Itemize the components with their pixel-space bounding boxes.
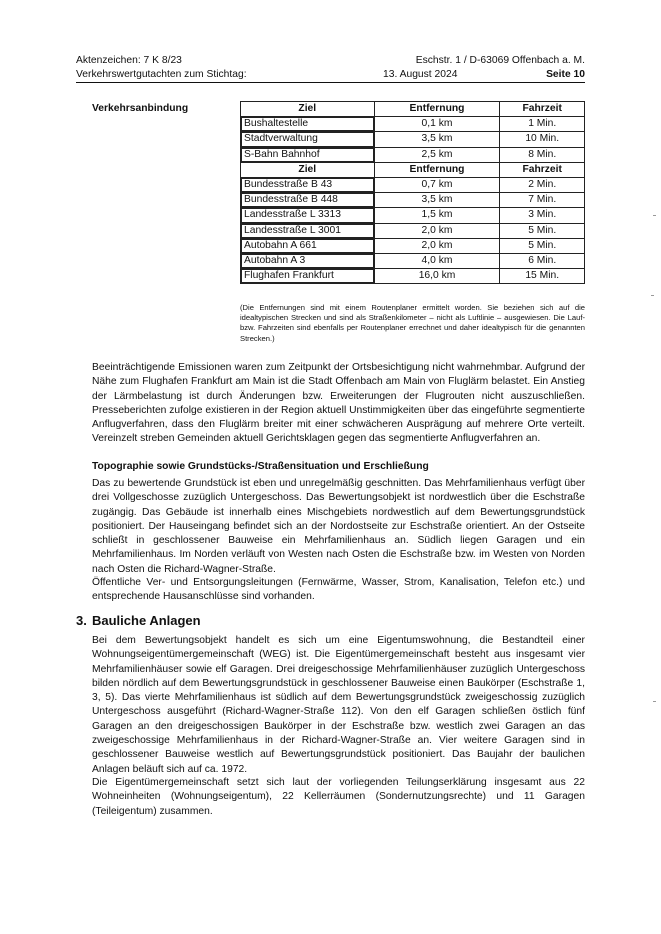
table-row	[241, 147, 585, 162]
col-header-ziel: Ziel	[241, 162, 375, 177]
header-date: 13. August 2024	[383, 69, 458, 80]
cell-fahrzeit: 8 Min.	[500, 147, 585, 162]
table-footnote: (Die Entfernungen sind mit einem Routenplaner ermittelt worden. Sie beziehen sich auf die idealtypischen Strecken und sind als Straßenkilometer – nicht als Luftlinie – ausgewiesen. Die Lauf- bzw. Fahrzeiten sind ebenfalls per Routenplaner errechnet und daher idealtypisch für die genannten Strecken.)	[240, 303, 585, 343]
cell-entfernung: 16,0 km	[374, 269, 500, 284]
cell-ziel: Autobahn A 3	[241, 253, 375, 268]
document-subject: Verkehrswertgutachten zum Stichtag:	[76, 69, 247, 80]
paragraph-topographie: Das zu bewertende Grundstück ist eben und unregelmäßig geschnitten. Das Mehrfamilienhaus verfügt über drei Vollgeschosse zuzüglich Untergeschoss. Das Bewertungsobjekt ist nordwestlich über die Eschstraße zugängig. Das Gebäude ist innerhalb eines Mischgebiets nordwestlich auf dem Bewertungsgrundstück positioniert. Der Hauseingang befindet sich an der Nordostseite zur Eschstraße orientiert. An der Ostseite schließt in geschlossener Bauweise ein Mehrfamilienhaus an. Südlich liegen Garagen und ein Mehrfamilienhaus. Im Norden verläuft von Westen nach Osten die Eschstraße bzw. im Westen von Norden nach Osten die Richard-Wagner-Straße.	[92, 478, 585, 575]
cell-fahrzeit: 6 Min.	[500, 253, 585, 268]
table-row	[241, 253, 585, 268]
col-header-entfernung: Entfernung	[374, 162, 500, 177]
cell-fahrzeit: 2 Min.	[500, 177, 585, 192]
cell-ziel: Bundesstraße B 448	[241, 193, 375, 208]
cell-fahrzeit: 15 Min.	[500, 269, 585, 284]
table-row	[241, 208, 585, 223]
paragraph-utilities: Öffentliche Ver- und Entsorgungsleitungen (Fernwärme, Wasser, Strom, Kanalisation, Telefon etc.) und entsprechende Hausanschlüsse sind vorhanden.	[92, 577, 585, 603]
paragraph-shares: Die Eigentümergemeinschaft setzt sich laut der vorliegenden Teilungserklärung insgesamt aus 22 Wohneinheiten (Wohnungseigentum), 22 Kellerräumen (Sondernutzungsrechte) und 11 Garagen (Teileigentum) zusammen.	[92, 777, 585, 817]
table-row	[241, 238, 585, 253]
cell-ziel: Stadtverwaltung	[241, 132, 375, 147]
col-header-ziel: Ziel	[241, 102, 375, 117]
cell-fahrzeit: 10 Min.	[500, 132, 585, 147]
table-header-row	[241, 102, 585, 117]
section-number: 3.	[76, 613, 87, 628]
subheading-topographie: Topographie sowie Grundstücks-/Straßensituation und Erschließung	[92, 461, 429, 472]
cell-entfernung: 4,0 km	[374, 253, 500, 268]
table-row	[241, 132, 585, 147]
cell-ziel: Autobahn A 661	[241, 238, 375, 253]
page-number: Seite 10	[546, 69, 585, 80]
scan-mark	[653, 215, 656, 216]
connection-table	[240, 101, 585, 284]
header-date-page-row	[383, 68, 585, 82]
cell-ziel: Landesstraße L 3313	[241, 208, 375, 223]
paragraph-building: Bei dem Bewertungsobjekt handelt es sich um eine Eigentumswohnung, die Bestandteil einer Wohnungseigentümergemeinschaft (WEG) ist. Die Eigentümergemeinschaft besteht aus insgesamt vier Mehrfamilienhäuser sowie elf Garagen. Drei dreigeschossige Mehrfamilienhäuser zuzüglich Untergeschoss bilden nördlich auf dem Bewertungsgrundstück in geschlossener Bauweise einen Baukörper (Eschstraße 1, 3, 5). Das vierte Mehrfamilienhaus ist südlich auf dem Bewertungsgrundstück zweigeschossig zuzüglich Untergeschoss ausgeführt (Richard-Wagner-Straße 112). Von den elf Garagen schließen östlich fünf Garagen an den dreigeschossigen Baukörper in der Eschstraße bzw. westlich zwei Garagen an das zweigeschossige Mehrfamilienhaus in der Richard-Wagner-Straße an. Vier weitere Garagen sind in geschlossener Bauweise westlich auf Bewertungsgrundstück positioniert. Das Baujahr der baulichen Anlagen beläuft sich auf ca. 1972.	[92, 635, 585, 775]
cell-ziel: Bundesstraße B 43	[241, 177, 375, 192]
header-left	[76, 54, 247, 82]
header-right	[383, 54, 585, 82]
cell-entfernung: 0,7 km	[374, 177, 500, 192]
table-row	[241, 223, 585, 238]
cell-entfernung: 3,5 km	[374, 132, 500, 147]
col-header-fahrzeit: Fahrzeit	[500, 162, 585, 177]
table-row	[241, 269, 585, 284]
cell-fahrzeit: 7 Min.	[500, 193, 585, 208]
cell-fahrzeit: 3 Min.	[500, 208, 585, 223]
section-label-verkehrsanbindung: Verkehrsanbindung	[92, 103, 189, 114]
table-subheader-row	[241, 162, 585, 177]
scan-mark	[651, 295, 654, 296]
section-title: Bauliche Anlagen	[92, 613, 201, 628]
table-row	[241, 193, 585, 208]
header-address: Eschstr. 1 / D-63069 Offenbach a. M.	[415, 55, 585, 66]
cell-entfernung: 1,5 km	[374, 208, 500, 223]
col-header-fahrzeit: Fahrzeit	[500, 102, 585, 117]
cell-entfernung: 3,5 km	[374, 193, 500, 208]
cell-entfernung: 2,5 km	[374, 147, 500, 162]
cell-ziel: S-Bahn Bahnhof	[241, 147, 375, 162]
header-rule	[76, 82, 585, 83]
cell-fahrzeit: 5 Min.	[500, 238, 585, 253]
cell-entfernung: 2,0 km	[374, 238, 500, 253]
cell-ziel: Flughafen Frankfurt	[241, 269, 375, 284]
col-header-entfernung: Entfernung	[374, 102, 500, 117]
paragraph-emissions: Beeinträchtigende Emissionen waren zum Zeitpunkt der Ortsbesichtigung nicht wahrnehmbar. Aufgrund der Nähe zum Flughafen Frankfurt am Main ist die Stadt Offenbach am Main von Fluglärm belastet. Ein Anstieg der Lärmbelastung ist durch Änderungen bzw. Erweiterungen der Flugrouten nicht auszuschließen. Presseberichten zufolge existieren in der Region aktuell Unstimmigkeiten über das eingeführte segmentierte Anflugverfahren, dass den Fluglärm breiter mit einer schwächeren Ausprägung auf mehrere Orte verteilt. Vereinzelt streben Gemeinden aktuell Gerichtsklagen gegen das segmentierte Anflugverfahren an.	[92, 362, 585, 445]
cell-entfernung: 2,0 km	[374, 223, 500, 238]
cell-ziel: Bushaltestelle	[241, 117, 375, 132]
cell-fahrzeit: 5 Min.	[500, 223, 585, 238]
cell-ziel: Landesstraße L 3001	[241, 223, 375, 238]
cell-fahrzeit: 1 Min.	[500, 117, 585, 132]
aktenzeichen: Aktenzeichen: 7 K 8/23	[76, 55, 182, 66]
table-row	[241, 117, 585, 132]
table-row	[241, 177, 585, 192]
cell-entfernung: 0,1 km	[374, 117, 500, 132]
scan-mark	[653, 701, 656, 702]
